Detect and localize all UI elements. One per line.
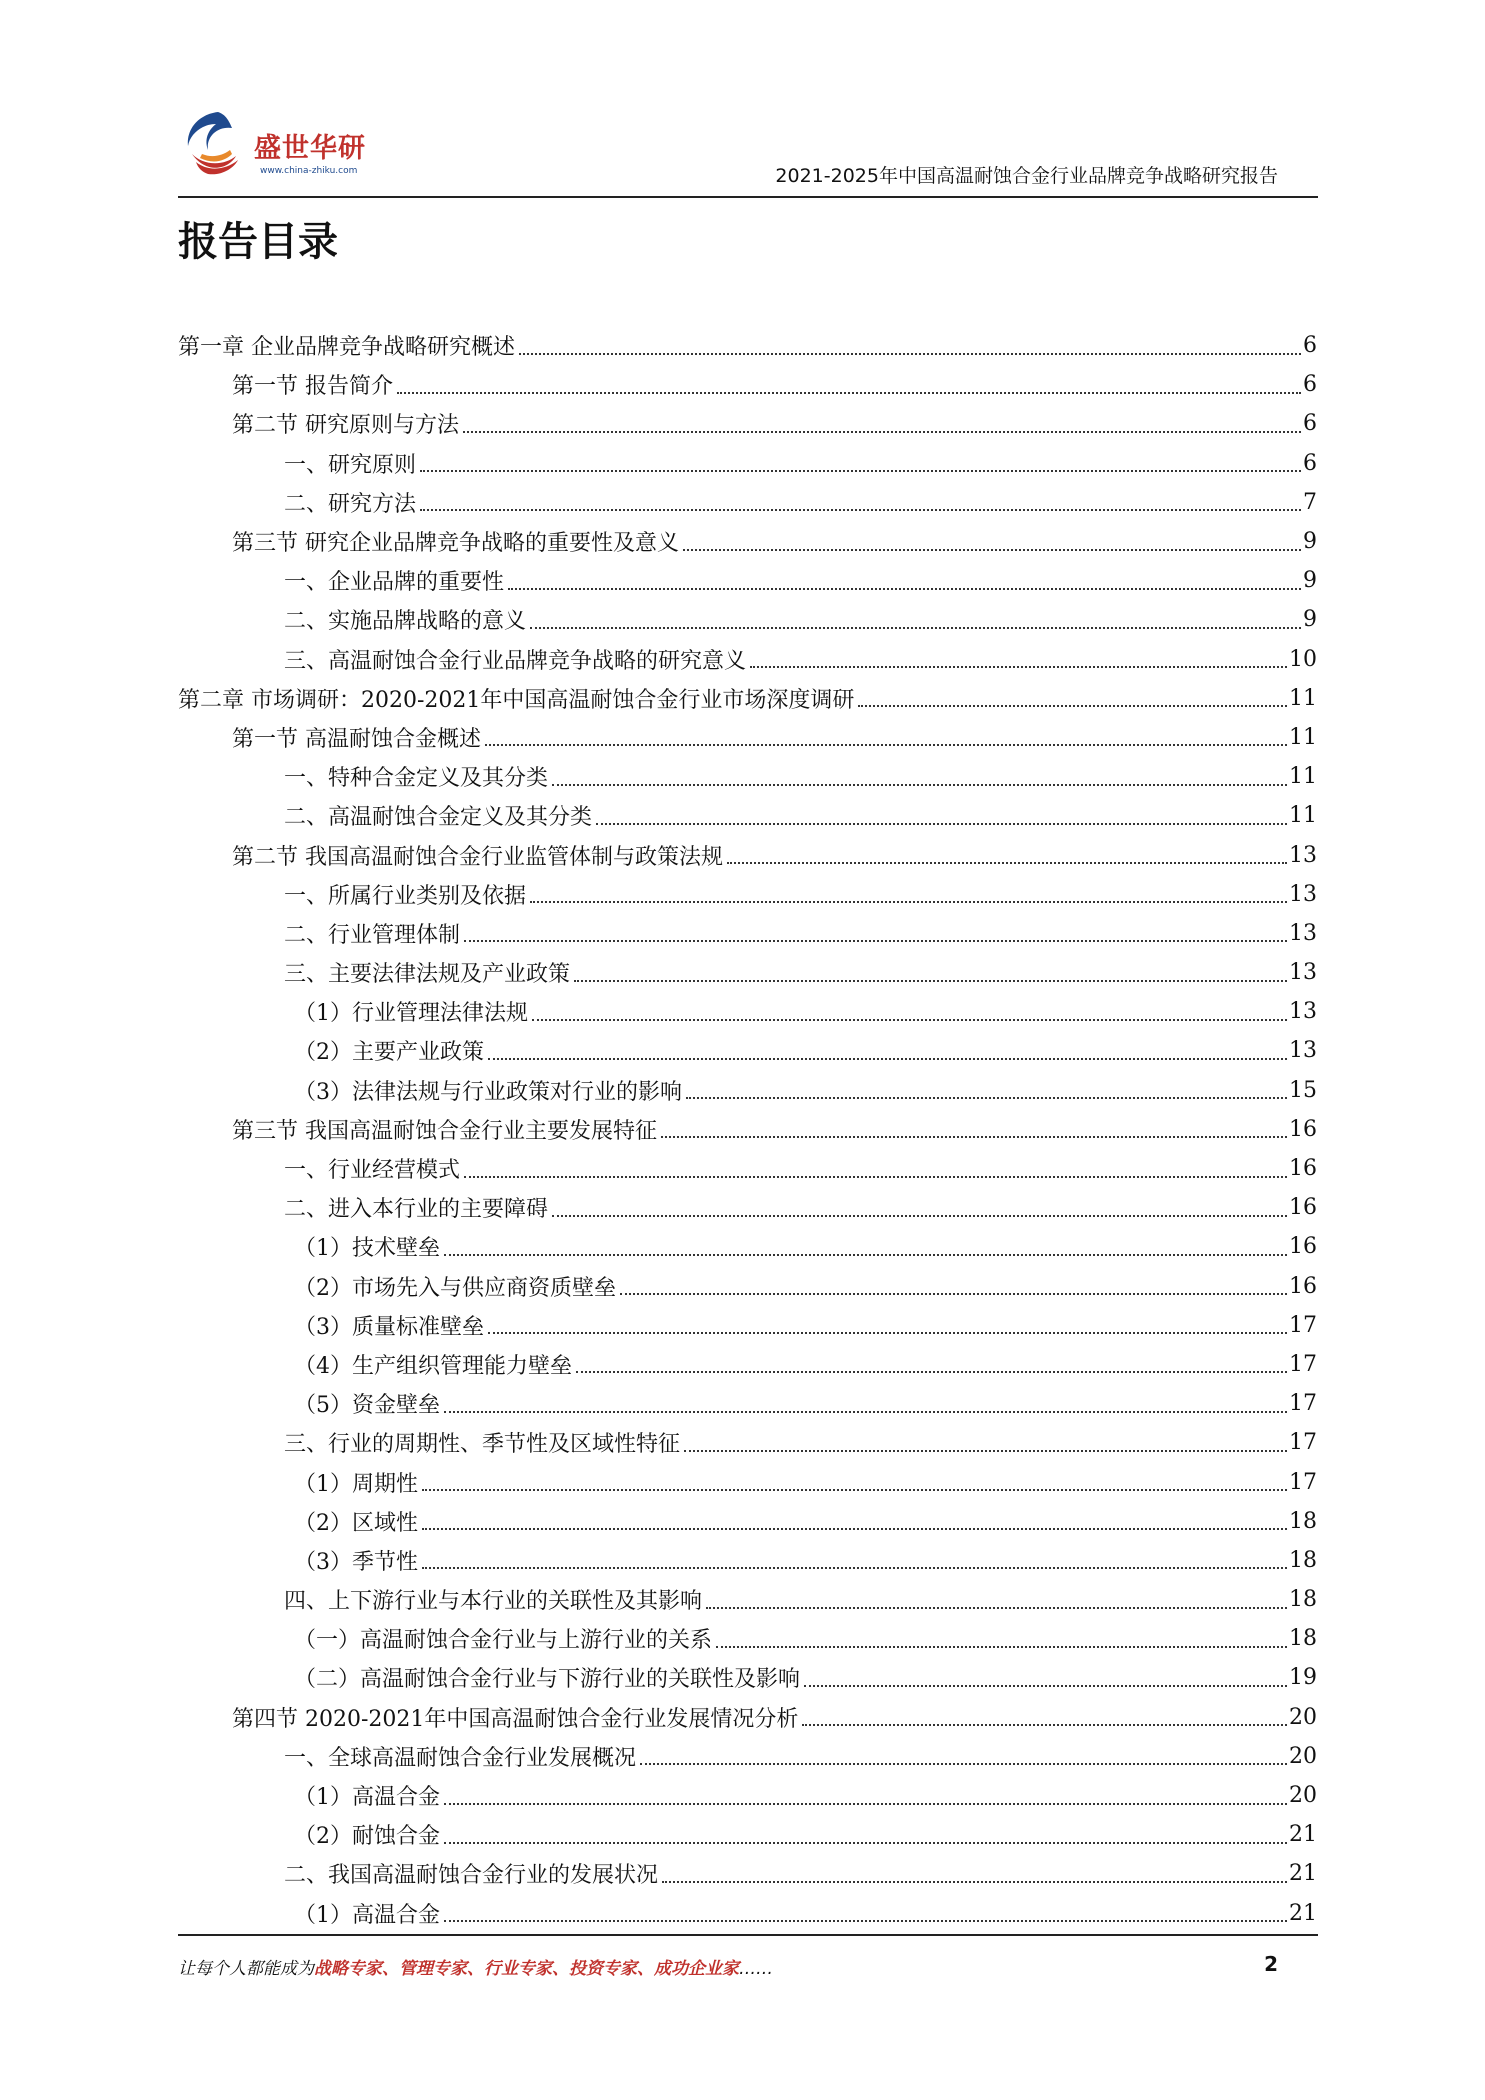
toc-entry-page: 11 (1289, 764, 1317, 790)
toc-entry[interactable] (178, 522, 1317, 561)
toc-entry-label: 四、上下游行业与本行业的关联性及其影响 (284, 1589, 703, 1615)
toc-entry-page: 16 (1289, 1273, 1317, 1299)
toc-entry-label: 一、研究原则 (284, 452, 417, 478)
logo-name: 盛世华研 (254, 133, 366, 164)
toc-entry[interactable] (178, 679, 1317, 718)
toc-entry-label: 二、行业管理体制 (284, 922, 461, 948)
toc-entry-page: 6 (1303, 411, 1317, 437)
toc-entry-page: 11 (1289, 685, 1317, 711)
toc-leader-dots (463, 431, 1301, 433)
toc-entry[interactable] (178, 483, 1317, 522)
toc-entry-page: 20 (1289, 1783, 1317, 1809)
toc-entry[interactable] (178, 875, 1317, 914)
toc-leader-dots (420, 509, 1301, 511)
toc-entry-label: 第一章 企业品牌竞争战略研究概述 (178, 335, 515, 361)
toc-leader-dots (750, 666, 1287, 668)
toc-entry[interactable] (178, 835, 1317, 874)
toc-entry-label: 第四节 2020-2021年中国高温耐蚀合金行业发展情况分析 (232, 1706, 799, 1732)
toc-entry[interactable] (178, 1110, 1317, 1149)
toc-leader-dots (464, 1176, 1287, 1178)
toc-entry-label: 一、全球高温耐蚀合金行业发展概况 (284, 1745, 637, 1771)
slogan-highlight: 战略专家、管理专家、行业专家、投资专家、成功企业家 (314, 1959, 739, 1979)
toc-entry-label: （2）耐蚀合金 (294, 1824, 440, 1850)
toc-leader-dots (532, 1019, 1287, 1021)
toc-leader-dots (620, 1293, 1287, 1295)
toc-entry-page: 11 (1289, 803, 1317, 829)
toc-leader-dots (552, 784, 1287, 786)
toc-leader-dots (576, 1371, 1287, 1373)
toc-entry[interactable] (178, 404, 1317, 443)
toc-entry-label: 第三节 研究企业品牌竞争战略的重要性及意义 (232, 531, 679, 557)
toc-entry[interactable] (178, 1541, 1317, 1580)
toc-entry[interactable] (178, 953, 1317, 992)
toc-entry-page: 21 (1289, 1861, 1317, 1887)
toc-leader-dots (727, 862, 1287, 864)
toc-leader-dots (716, 1646, 1287, 1648)
toc-entry-label: （1）高温合金 (294, 1785, 440, 1811)
toc-leader-dots (530, 627, 1301, 629)
toc-leader-dots (488, 1332, 1287, 1334)
toc-leader-dots (422, 1567, 1287, 1569)
toc-entry-label: 三、主要法律法规及产业政策 (284, 962, 571, 988)
toc-entry[interactable] (178, 1698, 1317, 1737)
toc-entry-label: （一）高温耐蚀合金行业与上游行业的关系 (294, 1628, 713, 1654)
toc-entry-page: 6 (1303, 372, 1317, 398)
toc-leader-dots (530, 901, 1287, 903)
toc-entry-page: 13 (1289, 1038, 1317, 1064)
toc-entry-label: （4）生产组织管理能力壁垒 (294, 1353, 572, 1379)
toc-entry-label: （3）法律法规与行业政策对行业的影响 (294, 1079, 682, 1105)
logo (178, 104, 418, 184)
toc-entry-page: 6 (1303, 450, 1317, 476)
toc-entry-page: 18 (1289, 1626, 1317, 1652)
toc-entry[interactable] (178, 1854, 1317, 1893)
toc-entry-label: 一、特种合金定义及其分类 (284, 766, 549, 792)
toc-entry[interactable] (178, 1658, 1317, 1697)
toc-entry[interactable] (178, 718, 1317, 757)
toc-entry[interactable] (178, 1384, 1317, 1423)
toc-leader-dots (420, 470, 1301, 472)
toc-entry-page: 16 (1289, 1195, 1317, 1221)
toc-entry-page: 13 (1289, 842, 1317, 868)
toc-entry-page: 13 (1289, 920, 1317, 946)
toc-entry-label: （2）市场先入与供应商资质壁垒 (294, 1275, 616, 1301)
toc-entry-page: 18 (1289, 1508, 1317, 1534)
toc-entry-page: 21 (1289, 1900, 1317, 1926)
toc-entry-label: 二、高温耐蚀合金定义及其分类 (284, 805, 593, 831)
toc-entry-label: 二、我国高温耐蚀合金行业的发展状况 (284, 1863, 659, 1889)
toc-leader-dots (804, 1685, 1287, 1687)
toc-entry-label: 二、实施品牌战略的意义 (284, 609, 527, 635)
toc-entry-page: 6 (1303, 333, 1317, 359)
toc-entry[interactable] (178, 757, 1317, 796)
toc-entry[interactable] (178, 1149, 1317, 1188)
toc-entry[interactable] (178, 1815, 1317, 1854)
toc-entry[interactable] (178, 600, 1317, 639)
slogan-prefix: 让每个人都能成为 (178, 1959, 314, 1979)
toc-leader-dots (519, 353, 1301, 355)
toc-leader-dots (422, 1489, 1287, 1491)
toc-leader-dots (684, 1450, 1287, 1452)
toc-leader-dots (444, 1411, 1287, 1413)
toc-entry[interactable] (178, 1580, 1317, 1619)
toc-entry-label: （3）季节性 (294, 1549, 418, 1575)
toc-entry-page: 13 (1289, 999, 1317, 1025)
toc-leader-dots (397, 392, 1301, 394)
toc-leader-dots (488, 1058, 1287, 1060)
toc-entry-page: 9 (1303, 529, 1317, 555)
toc-entry[interactable] (178, 1345, 1317, 1384)
report-title: 2021-2025年中国高温耐蚀合金行业品牌竞争战略研究报告 (775, 165, 1278, 187)
toc-entry-label: （1）技术壁垒 (294, 1236, 440, 1262)
page-number: 2 (1264, 1952, 1278, 1976)
toc-leader-dots (640, 1763, 1287, 1765)
toc-entry[interactable] (178, 1619, 1317, 1658)
toc-entry-label: 第一节 报告简介 (232, 374, 393, 400)
toc-entry-page: 15 (1289, 1077, 1317, 1103)
toc-entry[interactable] (178, 796, 1317, 835)
toc-leader-dots (683, 549, 1301, 551)
toc-entry-page: 7 (1303, 489, 1317, 515)
table-of-contents (178, 326, 1317, 1933)
logo-url: www.china-zhiku.com (260, 166, 358, 176)
toc-entry-page: 17 (1289, 1391, 1317, 1417)
toc-leader-dots (444, 1803, 1287, 1805)
toc-entry[interactable] (178, 992, 1317, 1031)
toc-leader-dots (552, 1215, 1287, 1217)
toc-entry-label: 二、研究方法 (284, 491, 417, 517)
toc-entry-page: 13 (1289, 881, 1317, 907)
toc-entry-page: 11 (1289, 724, 1317, 750)
toc-entry[interactable] (178, 1776, 1317, 1815)
toc-entry-page: 17 (1289, 1430, 1317, 1456)
toc-leader-dots (508, 588, 1301, 590)
toc-leader-dots (444, 1920, 1287, 1922)
toc-entry[interactable] (178, 640, 1317, 679)
toc-entry-label: 一、行业经营模式 (284, 1158, 461, 1184)
toc-entry-label: 第三节 我国高温耐蚀合金行业主要发展特征 (232, 1118, 657, 1144)
toc-entry[interactable] (178, 1031, 1317, 1070)
logo-mark-icon (178, 104, 258, 184)
toc-entry-label: 二、进入本行业的主要障碍 (284, 1197, 549, 1223)
toc-entry[interactable] (178, 1502, 1317, 1541)
toc-entry-page: 13 (1289, 960, 1317, 986)
toc-leader-dots (444, 1842, 1287, 1844)
slogan-suffix: …… (739, 1959, 773, 1979)
toc-leader-dots (422, 1528, 1287, 1530)
toc-entry[interactable] (178, 561, 1317, 600)
toc-entry[interactable] (178, 1737, 1317, 1776)
toc-leader-dots (802, 1724, 1287, 1726)
toc-entry-page: 9 (1303, 607, 1317, 633)
toc-entry-page: 21 (1289, 1822, 1317, 1848)
toc-entry-label: （1）周期性 (294, 1471, 418, 1497)
toc-entry-label: （二）高温耐蚀合金行业与下游行业的关联性及影响 (294, 1667, 801, 1693)
toc-leader-dots (858, 705, 1287, 707)
toc-entry-label: （2）主要产业政策 (294, 1040, 484, 1066)
toc-leader-dots (574, 980, 1287, 982)
toc-entry-label: 一、企业品牌的重要性 (284, 570, 505, 596)
toc-entry[interactable] (178, 1071, 1317, 1110)
toc-leader-dots (485, 744, 1287, 746)
toc-entry-page: 16 (1289, 1156, 1317, 1182)
toc-leader-dots (661, 1136, 1287, 1138)
toc-entry-label: （5）资金壁垒 (294, 1393, 440, 1419)
toc-entry-page: 9 (1303, 568, 1317, 594)
toc-entry-page: 18 (1289, 1587, 1317, 1613)
toc-entry-page: 20 (1289, 1743, 1317, 1769)
toc-entry[interactable] (178, 1227, 1317, 1266)
toc-leader-dots (706, 1607, 1287, 1609)
toc-entry-page: 17 (1289, 1469, 1317, 1495)
toc-leader-dots (662, 1881, 1287, 1883)
toc-entry[interactable] (178, 365, 1317, 404)
toc-entry-label: 第二节 我国高温耐蚀合金行业监管体制与政策法规 (232, 844, 723, 870)
toc-entry-page: 18 (1289, 1547, 1317, 1573)
toc-entry-label: （1）高温合金 (294, 1902, 440, 1928)
toc-entry-label: 第二节 研究原则与方法 (232, 413, 459, 439)
page-footer (178, 1934, 1318, 1986)
toc-entry[interactable] (178, 914, 1317, 953)
toc-entry-label: （3）质量标准壁垒 (294, 1314, 484, 1340)
toc-entry-page: 16 (1289, 1116, 1317, 1142)
toc-entry-label: （1）行业管理法律法规 (294, 1001, 528, 1027)
toc-entry-page: 17 (1289, 1351, 1317, 1377)
toc-entry-page: 20 (1289, 1704, 1317, 1730)
toc-entry-label: 三、行业的周期性、季节性及区域性特征 (284, 1432, 681, 1458)
toc-entry[interactable] (178, 1894, 1317, 1933)
toc-entry-page: 17 (1289, 1312, 1317, 1338)
toc-entry-label: （2）区域性 (294, 1510, 418, 1536)
toc-entry[interactable] (178, 1306, 1317, 1345)
toc-entry-label: 三、高温耐蚀合金行业品牌竞争战略的研究意义 (284, 648, 747, 674)
toc-leader-dots (444, 1254, 1287, 1256)
toc-entry-label: 第二章 市场调研：2020-2021年中国高温耐蚀合金行业市场深度调研 (178, 687, 855, 713)
footer-slogan (178, 1954, 773, 1979)
toc-entry-page: 19 (1289, 1665, 1317, 1691)
toc-leader-dots (596, 823, 1287, 825)
toc-leader-dots (686, 1097, 1287, 1099)
toc-entry[interactable] (178, 1462, 1317, 1501)
toc-entry[interactable] (178, 1188, 1317, 1227)
toc-leader-dots (464, 940, 1287, 942)
toc-entry-label: 第一节 高温耐蚀合金概述 (232, 726, 481, 752)
toc-entry-page: 16 (1289, 1234, 1317, 1260)
page-title: 报告目录 (178, 219, 338, 265)
toc-entry-label: 一、所属行业类别及依据 (284, 883, 527, 909)
toc-entry[interactable] (178, 1267, 1317, 1306)
page-header (178, 100, 1318, 198)
toc-entry[interactable] (178, 1423, 1317, 1462)
toc-entry-page: 10 (1289, 646, 1317, 672)
toc-entry[interactable] (178, 444, 1317, 483)
toc-entry[interactable] (178, 326, 1317, 365)
